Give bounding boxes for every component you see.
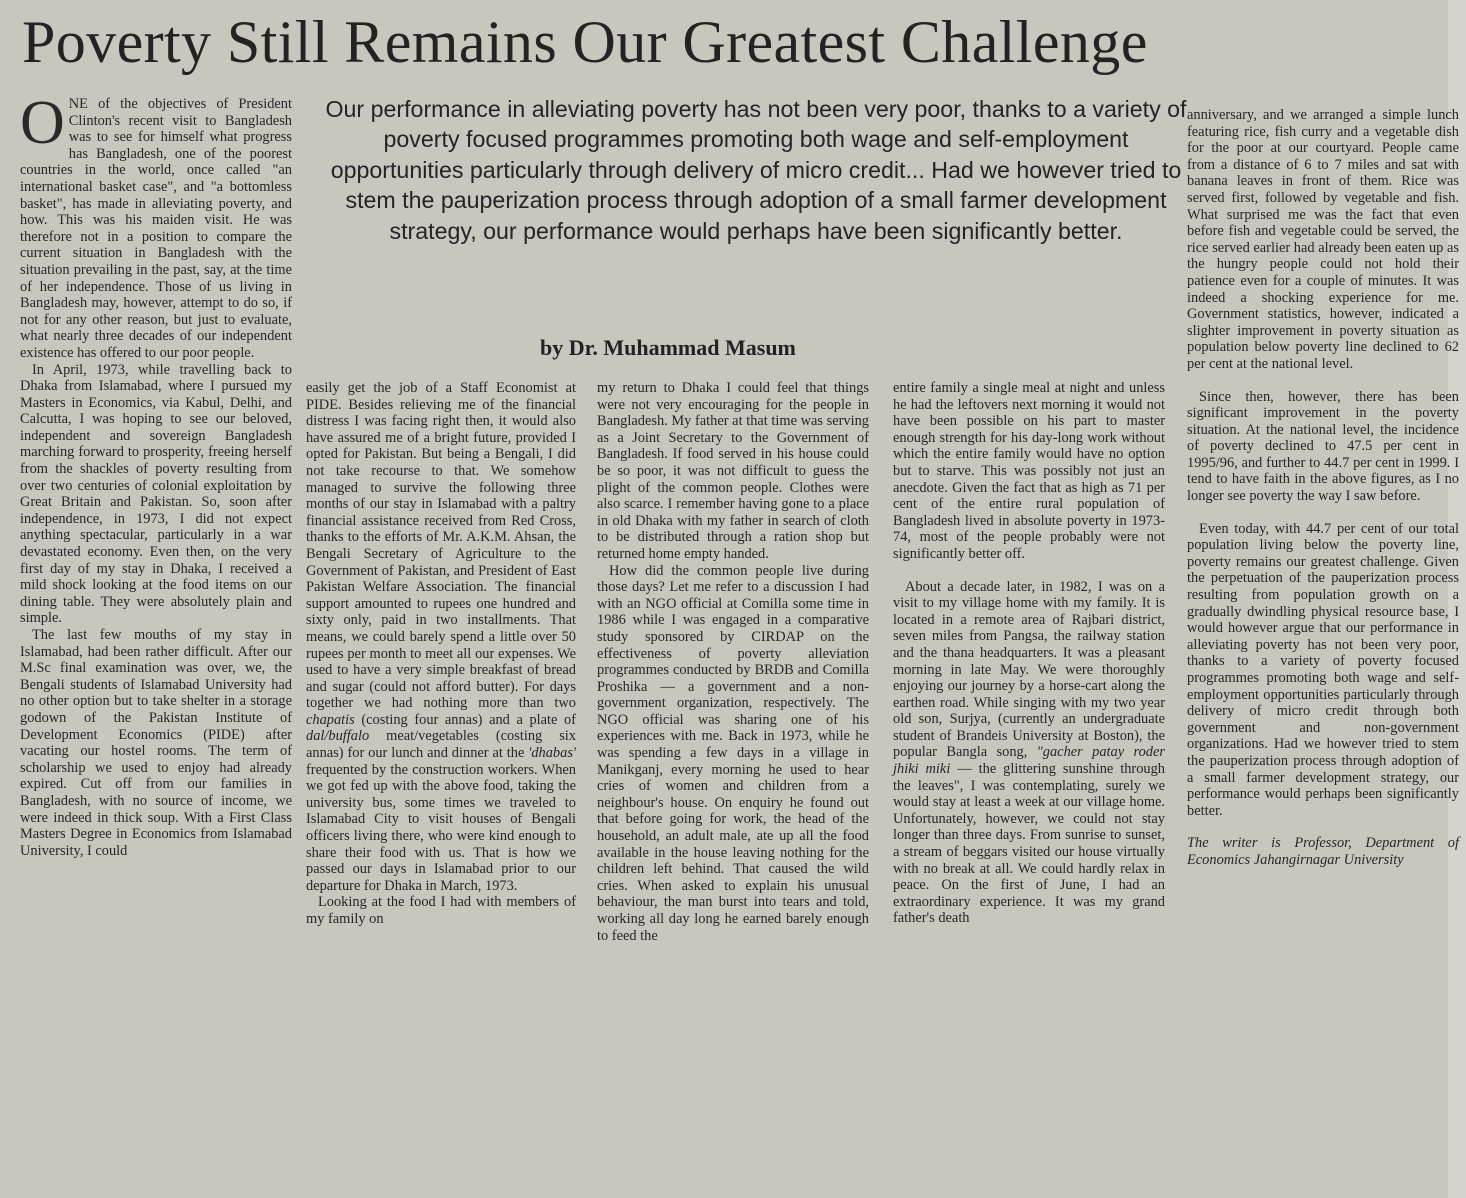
column-5 xyxy=(1187,107,1459,869)
italic-term: chapatis xyxy=(306,711,355,728)
paragraph: Since then, however, there has been significant improvement in the poverty situation. At the national level, the incidence of poverty declined to 47.5 per cent in 1995/96, and further to 44.7 per cent in 1999. I tend to have faith in the above figures, as I no longer see poverty the way I saw before. xyxy=(1187,388,1459,505)
paragraph: anniversary, and we arranged a simple lunch featuring rice, fish curry and a vegetable dish for the poor at our courtyard. People came from a distance of 6 to 7 miles and sat with banana leaves in front of them. Rice was served first, followed by vegetable and fish. What surprised me was the fact that even before fish and vegetable could be served, the rice served earlier had already been eaten up as the hungry people could not hold their patience even for a couple of minutes. It was indeed a shocking experience for me. Government statistics, however, indicated a slighter improvement in poverty situation as population below poverty line declined to 62 per cent at the national level. xyxy=(1187,107,1459,372)
paragraph-text: frequented by the construction workers. When we got fed up with the above food, taking the university bus, some times we traveled to Islamabad City to visit houses of Bengali officers living there, who were kind enough to share their food with us. That is how we passed our days in Islamabad prior to our departure for Dhaka in March, 1973. xyxy=(306,761,576,894)
column-1 xyxy=(20,89,292,859)
author-note: The writer is Professor, Department of Economics Jahangirnagar University xyxy=(1187,835,1459,868)
paragraph: In April, 1973, while travelling back to Dhaka from Islamabad, where I pursued my Masters in Economics, via Kabul, Delhi, and Calcutta, I was hoping to see our beloved, independent and sovereign Bangladesh marching forward to prosperity, freeing herself from the shackles of poverty resulting from over two centuries of colonial exploitation by Great Britain and Pakistan. So, soon after independence, in 1973, I did not expect anything spectacular, particularly in a war devastated economy. Even then, on the very first day of my stay in Dhaka, I received a mild shock looking at the food items on our dining table. They were absolutely plain and simple. xyxy=(20,361,292,627)
italic-song: "gacher patay roder jhiki miki xyxy=(893,744,1165,778)
paragraph xyxy=(893,579,1165,927)
intro-text: NE of the objectives of President Clinton's recent visit to Bangladesh was to see for himself what progress has Bangladesh, one of the poorest countries in the world, once called "an international basket case", and "a bottomless basket", has made in alleviating poverty, and how. This was his maiden visit. He was therefore not in a position to compare the current situation in Bangladesh with the situation prevailing in the past, say, at the time of her independence. Those of us living in Bangladesh may, however, attempt to do so, if not for any other reason, but just to evaluate, what nearly three decades of our independent existence has offered to our poor people. xyxy=(20,96,292,361)
paragraph: How did the common people live during those days? Let me refer to a discussion I had with an NGO official at Comilla some time in 1986 while I was engaged in a comparative study sponsored by CIRDAP on the effectiveness of poverty alleviation programmes conducted by BRDB and Comilla Proshika — a government and a non-government organization, respectively. The NGO official was sharing one of his experiences with me. Back in 1973, while he was spending a few days in a village in Manikganj, every morning he used to hear cries of women and children from a neighbour's house. On enquiry he found out that before going for work, the head of the household, an adult male, ate up all the food available in the house leaving nothing for the children left behind. That caused the wild cries. When asked to explain his unusual behaviour, the man burst into tears and told, working all day long he earned barely enough to feed the xyxy=(597,562,869,944)
paragraph-text: (costing four annas) and a plate of xyxy=(354,711,576,728)
paragraph: Looking at the food I had with members of my family on xyxy=(306,894,576,927)
column-2 xyxy=(306,380,576,928)
paragraph-text: easily get the job of a Staff Economist at PIDE. Besides relieving me of the financial distress I was facing right then, it would also have assured me of a bright future, provided I opted for Pakistan. But being a Bengali, I did not take recourse to that. We somehow managed to survive the following three months of our stay in Islamabad with a paltry financial assistance received from Red Cross, thanks to the efforts of Mr. A.K.M. Ahsan, the Bengali Secretary of Agriculture to the Government of Pakistan, and President of East Pakistan Welfare Association. The financial support amounted to rupees one hundred and sixty only, paid in two installments. That means, we could barely spend a little over 50 rupees per month to meet all our expenses. We used to have a very simple breakfast of bread and sugar (could not afford butter). For days together we had nothing more than two xyxy=(306,380,576,712)
column-4 xyxy=(893,380,1165,927)
paragraph: entire family a single meal at night and unless he had the leftovers next morning it would not have been possible on his part to master enough strength for his day-long work without which the entire family would have no option but to starve. This was possibly not just an anecdote. Given the fact that as high as 71 per cent of the entire rural population of Bangladesh lived in absolute poverty in 1973-74, most of the people probably were not significantly better off. xyxy=(893,380,1165,562)
paragraph-text: About a decade later, in 1982, I was on a visit to my village home with my family. It is located in a remote area of Rajbari district, seven miles from Pangsa, the railway station and the thana headquarters. It was a pleasant morning in late May. We were thoroughly enjoying our journey by a horse-cart along the earthen road. While singing with my two year old son, Surjya, (currently an undergraduate student of Brandeis University at Boston), the popular Bangla song, xyxy=(893,578,1165,761)
pull-quote: Our performance in alleviating poverty has not been very poor, thanks to a variety of poverty focused programmes promoting both wage and self-employment opportunities particularly through delivery of micro credit... Had we however tried to stem the pauperization process through adoption of a small farmer development strategy, our performance would perhaps have been significantly better. xyxy=(325,96,1187,244)
italic-term: dal/buffalo xyxy=(306,728,370,745)
paragraph: The last few mouths of my stay in Islamabad, had been rather difficult. After our M.Sc final examination was over, we, the Bengali students of Islamabad University had no other option but to take shelter in a storage godown of the Pakistan Institute of Development Economics (PIDE) after vacating our hostel rooms. The term of scholarship we used to enjoy had already expired. Cut off from our families in Bangladesh, with no source of income, we were indeed in thick soup. With a First Class Masters Degree in Economics from Islamabad University, I could xyxy=(20,627,292,859)
italic-term: 'dhabas' xyxy=(528,745,576,762)
column-3 xyxy=(597,380,869,944)
paragraph: Even today, with 44.7 per cent of our total population living below the poverty line, poverty remains our greatest challenge. Given the perpetuation of the pauperization process resulting from population growth on a gradually dwindling physical resource base, I would however argue that our performance in alleviating poverty has not been very poor, thanks to a variety of poverty focused programmes promoting both wage and self-employment opportunities particularly through delivery of micro credit through both government and non-government organizations. Had we however tried to stem the pauperization process through adoption of a small farmer development strategy, our performance would perhaps been significantly better. xyxy=(1187,520,1459,819)
headline: Poverty Still Remains Our Greatest Challenge xyxy=(22,9,1148,75)
drop-cap: O xyxy=(20,89,65,157)
intro-paragraph xyxy=(20,89,292,362)
paragraph: my return to Dhaka I could feel that things were not very encouraging for the people in Bangladesh. My father at that time was serving as a Joint Secretary to the Government of Bangladesh. If food served in his house could be so poor, it was not difficult to guess the plight of the common people. Clothes were also scarce. I remember having gone to a place in old Dhaka with my father in search of cloth to be distributed through a ration shop but returned home empty handed. xyxy=(597,380,869,562)
paragraph-text: — the glittering sunshine through the leaves", I was contemplating, surely we would stay at least a week at our village home. Unfortunately, however, we could not stay longer than three days. From sunrise to sunset, a stream of beggars visited our house virtually with no break at all. We could hardly relax in peace. On the first of June, I had an extraordinary experience. It was my grand father's death xyxy=(893,761,1166,927)
paragraph xyxy=(306,380,576,894)
byline: by Dr. Muhammad Masum xyxy=(540,335,796,360)
paragraph-text: meat/vegetables (costing six annas) for our lunch and dinner at the xyxy=(306,728,576,762)
